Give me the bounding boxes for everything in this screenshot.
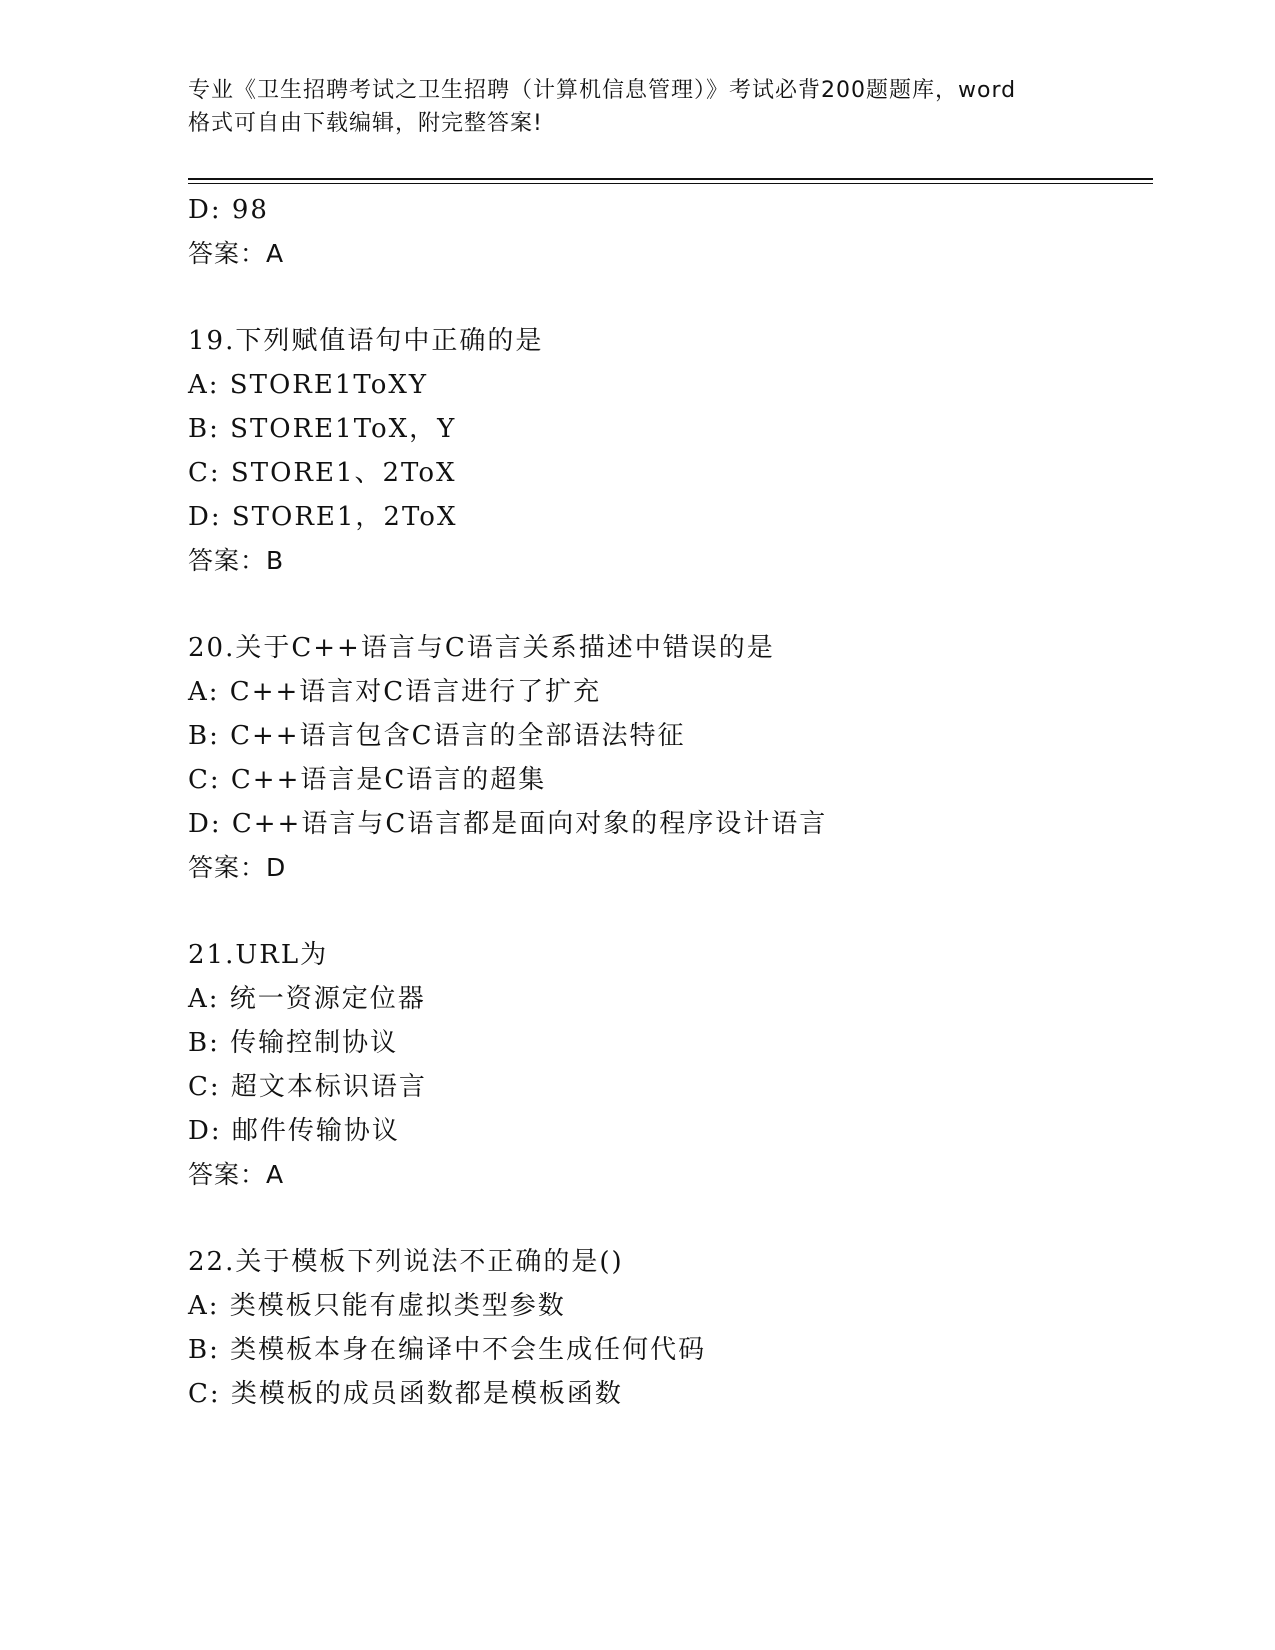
- header-line-2: 格式可自由下载编辑，附完整答案!: [188, 111, 543, 136]
- q20-option-a: A: C++语言对C语言进行了扩充: [188, 677, 602, 707]
- q22-option-a: A: 类模板只能有虚拟类型参数: [188, 1291, 566, 1321]
- q21-option-b: B: 传输控制协议: [188, 1028, 399, 1058]
- q19-option-d: D: STORE1，2ToX: [188, 502, 458, 532]
- q22-question: 22.关于模板下列说法不正确的是(): [188, 1247, 624, 1277]
- header-line-1: 专业《卫生招聘考试之卫生招聘（计算机信息管理）》考试必背200题题库，word: [188, 78, 1017, 103]
- q21-option-d: D: 邮件传输协议: [188, 1116, 400, 1146]
- q20-option-d: D: C++语言与C语言都是面向对象的程序设计语言: [188, 809, 828, 839]
- q21-option-c: C: 超文本标识语言: [188, 1072, 427, 1102]
- q19-option-a: A: STORE1ToXY: [188, 370, 429, 400]
- q18-answer: 答案：A: [188, 239, 285, 268]
- document-header: [188, 74, 1088, 140]
- q21-option-a: A: 统一资源定位器: [188, 984, 426, 1014]
- q19-option-c: C: STORE1、2ToX: [188, 458, 457, 488]
- q20-option-b: B: C++语言包含C语言的全部语法特征: [188, 721, 686, 751]
- q20-answer: 答案：D: [188, 853, 287, 882]
- q22-option-b: B: 类模板本身在编译中不会生成任何代码: [188, 1335, 707, 1365]
- q18-option-d: D: 98: [188, 195, 269, 225]
- q19-answer: 答案：B: [188, 546, 285, 575]
- q21-answer: 答案：A: [188, 1160, 285, 1189]
- q21-question: 21.URL为: [188, 940, 329, 970]
- q19-question: 19.下列赋值语句中正确的是: [188, 326, 544, 356]
- q20-question: 20.关于C++语言与C语言关系描述中错误的是: [188, 633, 775, 663]
- header-rule-thin: [188, 183, 1153, 184]
- q19-option-b: B: STORE1ToX，Y: [188, 414, 457, 444]
- q22-option-c: C: 类模板的成员函数都是模板函数: [188, 1379, 623, 1409]
- q20-option-c: C: C++语言是C语言的超集: [188, 765, 547, 795]
- header-rule-thick: [188, 178, 1153, 180]
